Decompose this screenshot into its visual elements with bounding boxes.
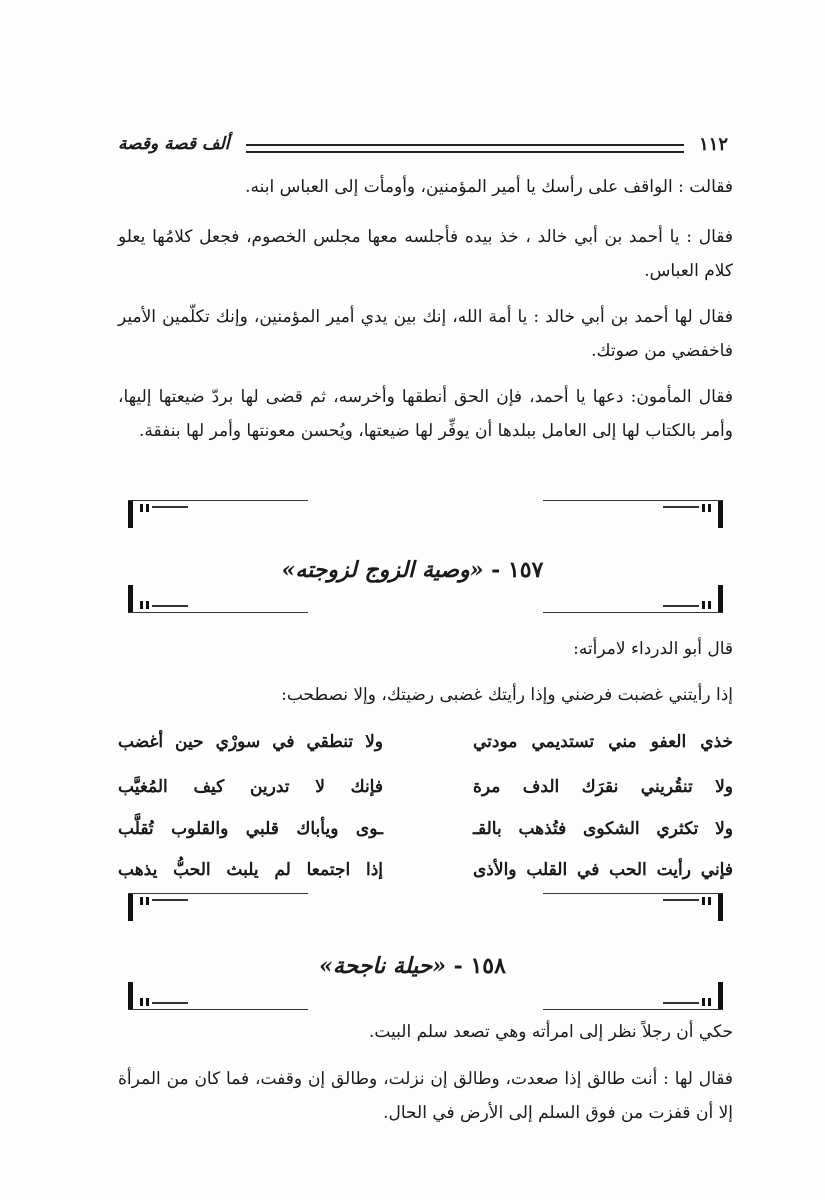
ornament-corner [543,500,723,528]
ornament-corner [543,982,723,1010]
section-number: ١٥٨ [470,953,506,979]
paragraph: فقال لها : أنت طالق إذا صعدت، وطالق إن نزلت، وطالق إن وقفت، فما كان من المرأة إلا أن قفزت من فوق السلم إلى الأرض في الحال. [118,1069,733,1123]
paragraph: قال أبو الدرداء لامرأته: [573,639,733,659]
header-rule [246,144,684,153]
paragraph: فقال لها أحمد بن أبي خالد : يا أمة الله، إنك بين يدي أمير المؤمنين، وإنك تكلّمين الأمير فاخفضي من صوتك. [118,307,733,361]
page-number: ١١٢ [698,134,728,155]
section-title: «وصية الزوج لزوجته» [281,557,484,583]
paragraph: فقالت : الواقف على رأسك يا أمير المؤمنين، وأومأت إلى العباس ابنه. [245,177,733,197]
ornament-corner [128,585,308,613]
verse-line [118,732,733,766]
verse-first-hemistich: فإني رأيت الحب في القلب والأذى [473,860,733,880]
verse-line [118,777,733,811]
verse-second-hemistich: فإنك لا تدرين كيف المُغيَّب [118,777,383,797]
section-dash: - [491,557,501,583]
section-heading [230,953,595,979]
ornament-corner [543,585,723,613]
ornament-corner [128,982,308,1010]
ornament-corner [543,893,723,921]
section-title: «حيلة ناجحة» [319,953,446,979]
verse-first-hemistich: ولا تكثري الشكوى فتُذهب بالقـ [473,819,733,839]
verse-second-hemistich: إذا اجتمعا لم يلبث الحبُّ يذهب [118,860,383,880]
page-header [118,134,728,158]
ornament-corner [128,893,308,921]
paragraph: حكي أن رجلاً نظر إلى امرأته وهي تصعد سلم البيت. [368,1022,733,1042]
verse-line [118,860,733,894]
paragraph: فقال المأمون: دعها يا أحمد، فإن الحق أنطقها وأخرسه، ثم قضى لها بردّ ضيعتها إليها، وأمر بالكتاب لها إلى العامل ببلدها أن يوفِّر لها ضيعتها، ويُحسن معونتها وأمر لها بنفقة. [118,387,733,441]
ornament-corner [128,500,308,528]
section-heading [230,557,595,583]
book-title: ألف قصة وقصة [118,134,230,154]
verse-first-hemistich: ولا تنقُريني نقرَك الدف مرة [473,777,733,797]
section-dash: - [453,953,463,979]
verse-second-hemistich: ولا تنطقي في سورْي حين أغضب [118,732,383,752]
section-number: ١٥٧ [507,557,544,583]
verse-second-hemistich: ـوى ويأباك قلبي والقلوب تُقلَّب [118,819,383,839]
paragraph: إذا رأيتني غضبت فرضني وإذا رأيتك غضبى رضيتك، وإلا نصطحب: [281,685,733,705]
paragraph: فقال : يا أحمد بن أبي خالد ، خذ بيده فأجلسه معها مجلس الخصوم، فجعل كلامُها يعلو كلام العباس. [118,227,733,281]
verse-line [118,819,733,853]
verse-first-hemistich: خذي العفو مني تستديمي مودتي [473,732,733,752]
